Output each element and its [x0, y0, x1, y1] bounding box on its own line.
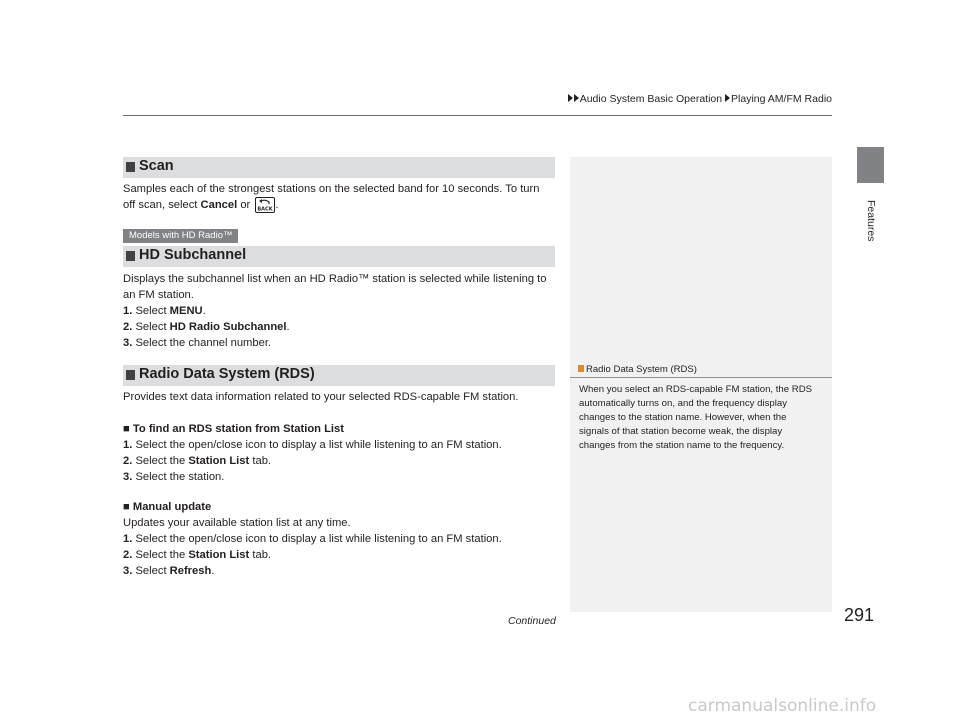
note-title	[578, 364, 697, 375]
scan-text-line2	[123, 197, 555, 213]
hd-radio-subchannel-label: HD Radio Subchannel	[169, 321, 287, 333]
step-text: Select the	[135, 549, 189, 561]
station-list-label: Station List	[188, 455, 250, 467]
header-divider	[123, 115, 832, 116]
section-title-scan: Scan	[139, 158, 174, 174]
hd-description	[123, 271, 555, 351]
models-badge: Models with HD Radio™	[123, 229, 238, 243]
step-number: 1.	[123, 439, 133, 451]
note-line: changes from the station name to the frequency.	[579, 440, 785, 451]
rds-find-step	[123, 453, 555, 469]
step-number: 2.	[123, 455, 133, 467]
section-square-icon	[126, 370, 135, 380]
subheading-square-icon: ■	[123, 501, 133, 513]
breadcrumb-item-audio-system[interactable]: Audio System Basic Operation	[579, 93, 723, 105]
breadcrumb	[527, 93, 832, 105]
step-text-end: tab.	[249, 549, 272, 561]
rds-manual-desc: Updates your available station list at any time.	[123, 517, 351, 529]
rds-manual-step	[123, 531, 555, 547]
step-text-end: .	[286, 321, 290, 333]
breadcrumb-item-am-fm-radio[interactable]: Playing AM/FM Radio	[731, 93, 832, 105]
note-body	[579, 383, 827, 453]
breadcrumb-arrow-icon	[568, 94, 573, 102]
rds-manual-block	[123, 499, 555, 579]
chapter-tab-marker[interactable]	[857, 147, 884, 183]
note-marker-icon	[578, 365, 584, 372]
rds-find-step	[123, 437, 555, 453]
step-text-end: .	[202, 305, 206, 317]
section-title-rds: Radio Data System (RDS)	[139, 366, 315, 382]
hd-text-line2: an FM station.	[123, 289, 194, 301]
section-header-scan	[123, 157, 555, 178]
step-text-end: tab.	[249, 455, 272, 467]
menu-label: MENU	[169, 305, 203, 317]
section-title-hd-subchannel: HD Subchannel	[139, 247, 247, 263]
step-text: Select the channel number.	[135, 337, 272, 349]
step-number: 1.	[123, 533, 133, 545]
breadcrumb-arrow-icon	[725, 94, 730, 102]
note-line: changes to the station name. However, when the	[579, 412, 787, 423]
step-number: 3.	[123, 471, 133, 483]
page-number: 291	[844, 605, 875, 625]
step-text: Select the open/close icon to display a list while listening to an FM station.	[135, 439, 502, 451]
section-square-icon	[126, 251, 135, 261]
rds-manual-heading-text: Manual update	[132, 501, 212, 513]
watermark: carmanualsonline.info	[688, 696, 877, 716]
step-text: Select	[135, 565, 170, 577]
hd-step	[123, 319, 555, 335]
rds-find-heading	[123, 421, 555, 437]
step-text: Select	[135, 321, 170, 333]
step-text: Select	[135, 305, 170, 317]
note-line: signals of that station become weak, the display	[579, 426, 783, 437]
cancel-label: Cancel	[200, 199, 238, 211]
note-divider	[570, 377, 832, 378]
note-title-text: Radio Data System (RDS)	[586, 364, 697, 375]
rds-manual-heading	[123, 499, 555, 515]
step-text: Select the station.	[135, 471, 225, 483]
scan-description	[123, 181, 555, 213]
hd-step	[123, 303, 555, 319]
subheading-square-icon: ■	[123, 423, 133, 435]
note-line: automatically turns on, and the frequency display	[579, 398, 787, 409]
chapter-tab-text: Features	[864, 200, 877, 242]
scan-text-line1: Samples each of the strongest stations on the selected band for 10 seconds. To turn	[123, 183, 540, 195]
station-list-label: Station List	[188, 549, 250, 561]
hd-text-line1: Displays the subchannel list when an HD Radio™ station is selected while listening to	[123, 273, 547, 285]
step-number: 2.	[123, 549, 133, 561]
continued-label: Continued	[508, 615, 556, 627]
section-square-icon	[126, 162, 135, 172]
step-text: Select the	[135, 455, 189, 467]
back-button-icon	[255, 197, 275, 213]
step-number: 3.	[123, 565, 133, 577]
step-number: 3.	[123, 337, 133, 349]
scan-or-text: or	[237, 199, 254, 211]
rds-find-heading-text: To find an RDS station from Station List	[132, 423, 344, 435]
scan-period: .	[275, 199, 279, 211]
section-header-rds	[123, 365, 555, 386]
step-text: Select the open/close icon to display a list while listening to an FM station.	[135, 533, 502, 545]
step-number: 2.	[123, 321, 133, 333]
rds-manual-step	[123, 563, 555, 579]
rds-find-step	[123, 469, 555, 485]
refresh-label: Refresh	[169, 565, 212, 577]
step-text-end: .	[211, 565, 215, 577]
svg-text:BACK: BACK	[257, 206, 274, 213]
chapter-tab-label	[857, 200, 884, 320]
hd-step	[123, 335, 555, 351]
rds-intro: Provides text data information related to your selected RDS-capable FM station.	[123, 391, 519, 403]
section-header-hd-subchannel	[123, 246, 555, 267]
rds-find-block	[123, 421, 555, 485]
scan-text-prefix: off scan, select	[123, 199, 201, 211]
step-number: 1.	[123, 305, 133, 317]
note-line: When you select an RDS-capable FM station, the RDS	[579, 384, 813, 395]
breadcrumb-arrow-icon	[574, 94, 579, 102]
rds-manual-step	[123, 547, 555, 563]
